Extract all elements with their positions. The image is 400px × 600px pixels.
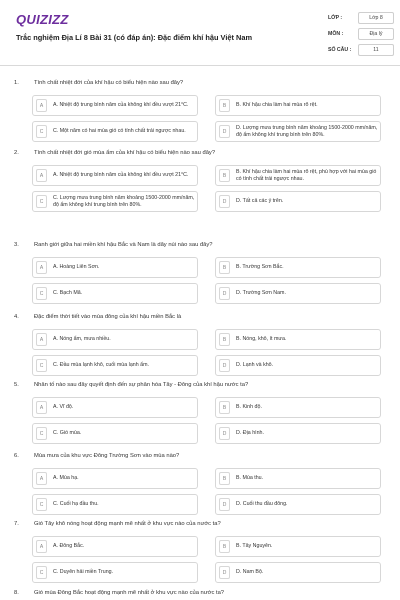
meta-row-subject bbox=[328, 26, 394, 42]
option-text: B. Khí hậu chia làm hai mùa rõ rệt, phù hợp với hai mùa gió có tính chất trái ngược nhau. bbox=[236, 168, 377, 182]
option-letter-badge: C bbox=[36, 427, 47, 440]
answer-option[interactable] bbox=[32, 283, 198, 304]
option-text: B. Tây Nguyên. bbox=[236, 543, 273, 549]
answer-option[interactable] bbox=[215, 329, 381, 350]
option-text: B. Kinh độ. bbox=[236, 404, 262, 410]
option-letter-badge: B bbox=[219, 169, 230, 182]
option-text: A. Vĩ độ. bbox=[53, 404, 74, 410]
option-letter-badge: A bbox=[36, 401, 47, 414]
answer-option[interactable] bbox=[215, 355, 381, 376]
question-block bbox=[0, 314, 400, 384]
question-number: 8. bbox=[14, 590, 19, 596]
option-letter-badge: D bbox=[219, 287, 230, 300]
option-text: D. Địa hình. bbox=[236, 430, 264, 436]
question-block bbox=[0, 521, 400, 591]
answer-option[interactable] bbox=[32, 257, 198, 278]
worksheet-meta bbox=[328, 10, 394, 58]
option-text: C. Bạch Mã. bbox=[53, 290, 83, 296]
question-number: 7. bbox=[14, 521, 19, 527]
option-text: D. Cuối thu đầu đông. bbox=[236, 501, 288, 507]
answer-option[interactable] bbox=[32, 397, 198, 418]
answer-option[interactable] bbox=[32, 165, 198, 186]
answer-option[interactable] bbox=[32, 121, 198, 142]
question-number: 5. bbox=[14, 382, 19, 388]
option-text: C. Một năm có hai mùa gió có tính chất trái ngược nhau. bbox=[53, 128, 186, 134]
option-letter-badge: A bbox=[36, 540, 47, 553]
meta-row-count bbox=[328, 42, 394, 58]
option-letter-badge: C bbox=[36, 359, 47, 372]
option-text: C. Lượng mưa trung bình năm khoảng 1500-2000 mm/năm, độ ẩm không khí trung bình trên 80%. bbox=[53, 194, 195, 208]
meta-value: 11 bbox=[358, 44, 394, 56]
question-block bbox=[0, 590, 400, 600]
question-number: 3. bbox=[14, 242, 19, 248]
option-letter-badge: D bbox=[219, 125, 230, 138]
answer-option[interactable] bbox=[32, 191, 198, 212]
answer-option[interactable] bbox=[32, 355, 198, 376]
question-number: 4. bbox=[14, 314, 19, 320]
option-letter-badge: C bbox=[36, 287, 47, 300]
option-text: A. Nhiệt độ trung bình năm của không khí đều vượt 21°C. bbox=[53, 172, 189, 178]
answer-option[interactable] bbox=[215, 165, 381, 186]
option-text: C. Duyên hải miền Trung. bbox=[53, 569, 114, 575]
answer-option[interactable] bbox=[32, 536, 198, 557]
answer-option[interactable] bbox=[32, 562, 198, 583]
answer-option[interactable] bbox=[215, 95, 381, 116]
question-number: 1. bbox=[14, 80, 19, 86]
option-letter-badge: B bbox=[219, 401, 230, 414]
answer-option[interactable] bbox=[215, 257, 381, 278]
answer-option[interactable] bbox=[215, 191, 381, 212]
meta-label: MÔN : bbox=[328, 31, 344, 37]
option-letter-badge: D bbox=[219, 566, 230, 579]
option-letter-badge: A bbox=[36, 472, 47, 485]
meta-row-class bbox=[328, 10, 394, 26]
question-block bbox=[0, 150, 400, 220]
option-letter-badge: B bbox=[219, 540, 230, 553]
option-text: A. Nóng ẩm, mưa nhiều. bbox=[53, 336, 111, 342]
question-text: Gió Tây khô nóng hoạt động mạnh mẽ nhất ở khu vực nào của nước ta? bbox=[34, 521, 221, 527]
page-title: Trắc nghiệm Địa Lí 8 Bài 31 (có đáp án): Đặc điểm khí hậu Việt Nam bbox=[16, 33, 253, 42]
meta-label: SỐ CÂU : bbox=[328, 47, 352, 53]
question-number: 2. bbox=[14, 150, 19, 156]
answer-option[interactable] bbox=[32, 423, 198, 444]
answer-option[interactable] bbox=[215, 397, 381, 418]
answer-option[interactable] bbox=[215, 283, 381, 304]
option-text: D. Lượng mưa trung bình năm khoảng 1500-2000 mm/năm, độ ẩm không khí trung bình trên 80%. bbox=[236, 124, 378, 138]
option-text: A. Đông Bắc. bbox=[53, 543, 85, 549]
quizizz-logo[interactable]: QUIZIZZ bbox=[16, 12, 69, 27]
question-text: Nhân tố nào sau đây quyết định đến sự phân hóa Tây - Đông của khí hậu nước ta? bbox=[34, 382, 249, 388]
option-text: B. Khí hậu chia làm hai mùa rõ rệt. bbox=[236, 102, 318, 108]
question-text: Tính chất nhiệt đới gió mùa ẩm của khí hậu có biểu hiện nào sau đây? bbox=[34, 150, 216, 156]
option-text: A. Mùa hạ. bbox=[53, 475, 79, 481]
question-text: Tính chất nhiệt đới của khí hậu có biểu hiện nào sau đây? bbox=[34, 80, 184, 86]
option-letter-badge: D bbox=[219, 195, 230, 208]
option-text: A. Hoàng Liên Sơn. bbox=[53, 264, 100, 270]
option-text: B. Trường Sơn Bắc. bbox=[236, 264, 284, 270]
option-letter-badge: D bbox=[219, 427, 230, 440]
option-text: D. Lạnh và khô. bbox=[236, 362, 274, 368]
option-letter-badge: B bbox=[219, 99, 230, 112]
option-text: D. Trường Sơn Nam. bbox=[236, 290, 286, 296]
question-text: Ranh giới giữa hai miền khí hậu Bắc và Nam là dãy núi nào sau đây? bbox=[34, 242, 213, 248]
option-text: C. Đầu mùa lạnh khô, cuối mùa lạnh ẩm. bbox=[53, 362, 149, 368]
option-letter-badge: C bbox=[36, 125, 47, 138]
answer-option[interactable] bbox=[215, 494, 381, 515]
option-letter-badge: D bbox=[219, 359, 230, 372]
meta-value: Địa lý bbox=[358, 28, 394, 40]
question-number: 6. bbox=[14, 453, 19, 459]
option-letter-badge: A bbox=[36, 261, 47, 274]
question-block bbox=[0, 382, 400, 452]
answer-option[interactable] bbox=[32, 329, 198, 350]
answer-option[interactable] bbox=[32, 468, 198, 489]
option-text: D. Nam Bộ. bbox=[236, 569, 264, 575]
meta-value: Lớp 8 bbox=[358, 12, 394, 24]
option-letter-badge: A bbox=[36, 333, 47, 346]
answer-option[interactable] bbox=[32, 494, 198, 515]
question-text: Mùa mưa của khu vực Đông Trường Sơn vào mùa nào? bbox=[34, 453, 180, 459]
option-letter-badge: B bbox=[219, 261, 230, 274]
option-letter-badge: C bbox=[36, 498, 47, 511]
option-text: C. Gió mùa. bbox=[53, 430, 82, 436]
option-letter-badge: C bbox=[36, 195, 47, 208]
meta-label: LỚP : bbox=[328, 15, 343, 21]
answer-option[interactable] bbox=[215, 562, 381, 583]
option-text: B. Mùa thu. bbox=[236, 475, 264, 481]
answer-option[interactable] bbox=[215, 536, 381, 557]
option-letter-badge: D bbox=[219, 498, 230, 511]
option-letter-badge: C bbox=[36, 566, 47, 579]
question-block bbox=[0, 80, 400, 150]
option-letter-badge: A bbox=[36, 99, 47, 112]
option-letter-badge: B bbox=[219, 472, 230, 485]
answer-option[interactable] bbox=[215, 121, 381, 142]
option-text: A. Nhiệt độ trung bình năm của không khí đều vượt 21°C. bbox=[53, 102, 189, 108]
question-text: Đặc điểm thời tiết vào mùa đông của khí hậu miền Bắc là bbox=[34, 314, 182, 320]
option-letter-badge: A bbox=[36, 169, 47, 182]
question-text: Gió mùa Đông Bắc hoạt động mạnh mẽ nhất ở khu vực nào của nước ta? bbox=[34, 590, 225, 596]
option-letter-badge: B bbox=[219, 333, 230, 346]
option-text: C. Cuối hạ đầu thu. bbox=[53, 501, 99, 507]
answer-option[interactable] bbox=[215, 423, 381, 444]
answer-option[interactable] bbox=[32, 95, 198, 116]
worksheet-header bbox=[0, 0, 400, 66]
question-block bbox=[0, 453, 400, 523]
option-text: B. Nóng, khô, ít mưa. bbox=[236, 336, 287, 342]
question-block bbox=[0, 242, 400, 312]
option-text: D. Tất cả các ý trên. bbox=[236, 198, 284, 204]
answer-option[interactable] bbox=[215, 468, 381, 489]
